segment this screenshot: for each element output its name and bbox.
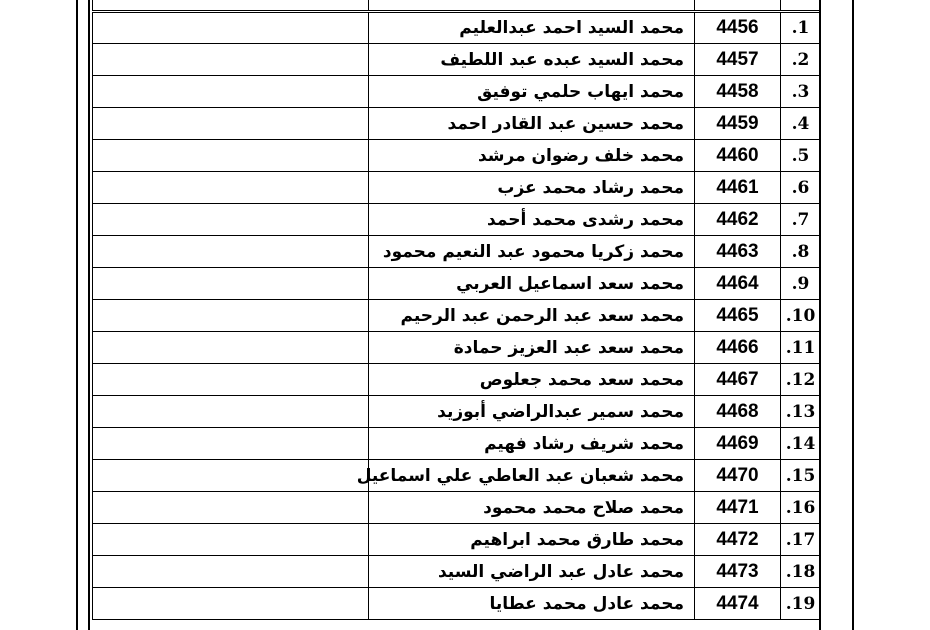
row-index-cell: .11 [781, 332, 821, 364]
row-notes-cell [93, 12, 369, 44]
row-name-cell: محمد السيد عبده عبد اللطيف [369, 44, 695, 76]
header-code-cell [695, 0, 781, 12]
row-name-cell: محمد زكريا محمود عبد النعيم محمود [369, 236, 695, 268]
row-code-cell: 4465 [695, 300, 781, 332]
row-index-cell: .5 [781, 140, 821, 172]
table-row [93, 12, 821, 44]
row-code-cell: 4470 [695, 460, 781, 492]
row-name-cell: محمد عادل محمد عطايا [369, 588, 695, 620]
row-name-cell: محمد سعد محمد جعلوص [369, 364, 695, 396]
table-row [93, 204, 821, 236]
table-row [93, 44, 821, 76]
row-name-cell: محمد سعد عبد العزيز حمادة [369, 332, 695, 364]
table-row [93, 108, 821, 140]
row-notes-cell [93, 460, 369, 492]
row-name-cell: محمد سعد اسماعيل العربي [369, 268, 695, 300]
table-row [93, 236, 821, 268]
row-index-cell: .19 [781, 588, 821, 620]
row-index-cell: .2 [781, 44, 821, 76]
row-code-cell: 4474 [695, 588, 781, 620]
row-index-cell: .7 [781, 204, 821, 236]
row-name-cell: محمد خلف رضوان مرشد [369, 140, 695, 172]
row-index-cell: .17 [781, 524, 821, 556]
row-name-cell: محمد سمير عبدالراضي أبوزيد [369, 396, 695, 428]
row-code-cell: 4463 [695, 236, 781, 268]
row-name-cell: محمد ايهاب حلمي توفيق [369, 76, 695, 108]
row-index-cell: .15 [781, 460, 821, 492]
row-notes-cell [93, 524, 369, 556]
row-notes-cell [93, 332, 369, 364]
table-row [93, 524, 821, 556]
row-index-cell: .3 [781, 76, 821, 108]
row-index-cell: .9 [781, 268, 821, 300]
table-row [93, 268, 821, 300]
table-row [93, 140, 821, 172]
table-row [93, 396, 821, 428]
row-notes-cell [93, 140, 369, 172]
row-index-cell: .6 [781, 172, 821, 204]
table-row [93, 300, 821, 332]
row-name-cell: محمد شريف رشاد فهيم [369, 428, 695, 460]
row-index-cell: .18 [781, 556, 821, 588]
row-code-cell: 4473 [695, 556, 781, 588]
row-name-cell: محمد السيد احمد عبدالعليم [369, 12, 695, 44]
row-notes-cell [93, 428, 369, 460]
row-index-cell: .12 [781, 364, 821, 396]
row-notes-cell [93, 300, 369, 332]
table-row [93, 428, 821, 460]
table-row [93, 76, 821, 108]
row-name-cell: محمد رشدى محمد أحمد [369, 204, 695, 236]
row-notes-cell [93, 76, 369, 108]
row-name-cell: محمد طارق محمد ابراهيم [369, 524, 695, 556]
student-roster-table [92, 0, 821, 620]
row-notes-cell [93, 588, 369, 620]
row-index-cell: .10 [781, 300, 821, 332]
table-row [93, 364, 821, 396]
row-name-cell: محمد سعد عبد الرحمن عبد الرحيم [369, 300, 695, 332]
table-body [93, 12, 821, 620]
row-notes-cell [93, 236, 369, 268]
row-code-cell: 4464 [695, 268, 781, 300]
row-notes-cell [93, 364, 369, 396]
row-name-cell: محمد صلاح محمد محمود [369, 492, 695, 524]
row-code-cell: 4467 [695, 364, 781, 396]
row-code-cell: 4472 [695, 524, 781, 556]
row-notes-cell [93, 556, 369, 588]
row-notes-cell [93, 108, 369, 140]
row-name-cell: محمد حسين عبد القادر احمد [369, 108, 695, 140]
row-notes-cell [93, 268, 369, 300]
header-index-cell [781, 0, 821, 12]
row-code-cell: 4471 [695, 492, 781, 524]
table-row [93, 332, 821, 364]
header-name-cell [369, 0, 695, 12]
row-name-cell: محمد شعبان عبد العاطي علي اسماعيل [369, 460, 695, 492]
row-name-cell: محمد رشاد محمد عزب [369, 172, 695, 204]
row-notes-cell [93, 172, 369, 204]
header-notes-cell [93, 0, 369, 12]
table-row [93, 172, 821, 204]
table-row [93, 588, 821, 620]
table-row [93, 556, 821, 588]
row-notes-cell [93, 44, 369, 76]
row-index-cell: .8 [781, 236, 821, 268]
row-index-cell: .4 [781, 108, 821, 140]
row-name-cell: محمد عادل عبد الراضي السيد [369, 556, 695, 588]
row-code-cell: 4457 [695, 44, 781, 76]
row-code-cell: 4461 [695, 172, 781, 204]
row-code-cell: 4468 [695, 396, 781, 428]
row-index-cell: .14 [781, 428, 821, 460]
row-index-cell: .1 [781, 12, 821, 44]
row-notes-cell [93, 492, 369, 524]
row-code-cell: 4460 [695, 140, 781, 172]
row-index-cell: .16 [781, 492, 821, 524]
table-row [93, 492, 821, 524]
row-code-cell: 4466 [695, 332, 781, 364]
row-code-cell: 4469 [695, 428, 781, 460]
row-code-cell: 4459 [695, 108, 781, 140]
table-header-row [93, 0, 821, 12]
row-code-cell: 4456 [695, 12, 781, 44]
row-notes-cell [93, 396, 369, 428]
row-code-cell: 4462 [695, 204, 781, 236]
row-code-cell: 4458 [695, 76, 781, 108]
row-index-cell: .13 [781, 396, 821, 428]
row-notes-cell [93, 204, 369, 236]
table-row [93, 460, 821, 492]
